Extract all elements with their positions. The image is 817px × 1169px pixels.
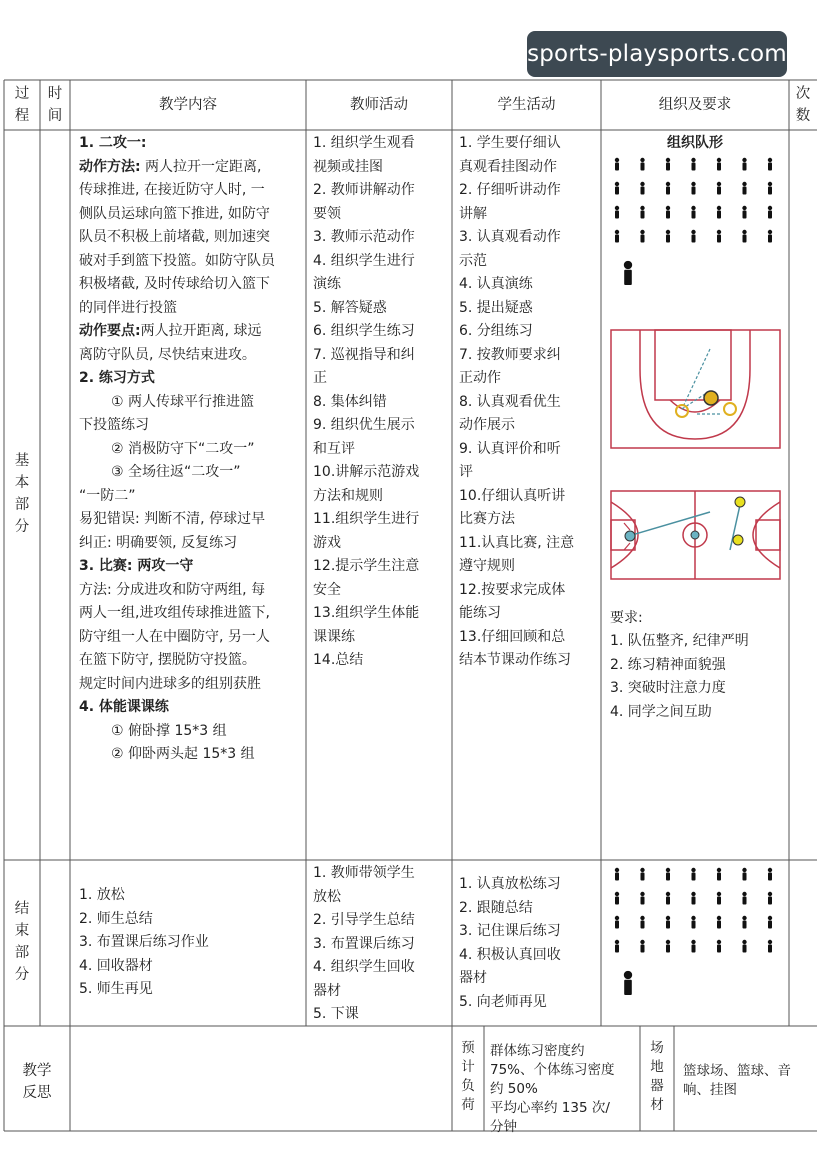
student-activity-line: 1. 学生要仔细认 [459,135,561,151]
header-student: 学生活动 [497,97,556,113]
ending-content-line: 5. 师生再见 [79,981,153,997]
content-line: ③ 全场往返“二攻一” [111,464,241,480]
reflection-label: 教学 反思 [22,1063,52,1101]
student-figure-icon [615,916,619,929]
student-figure-icon [717,916,721,929]
student-activity-line: 示范 [459,252,487,269]
student-figure-icon [666,158,670,171]
student-activity-line: 器材 [459,970,487,986]
teacher-activity-line: 视频或挂图 [313,158,383,175]
student-figure-icon [742,868,746,881]
teacher-activity-line: 课课练 [313,628,355,645]
student-activity-line: 2. 跟随总结 [459,899,533,916]
content-line: 队员不积极上前堵截, 则加速突 [79,229,270,245]
content-line: 防守组一人在中圈防守, 另一人 [79,628,270,645]
teacher-activity-line: 5. 解答疑惑 [313,299,387,316]
teacher-activity-line: 3. 布置课后练习 [313,935,415,952]
teacher-activity-line: 方法和规则 [313,487,383,504]
student-activity-line: 3. 记住课后练习 [459,923,561,939]
content-line: 在篮下防守, 摆脱防守投篮。 [79,652,256,668]
teacher-activity-line: 4. 组织学生进行 [313,252,415,269]
basic-student-activities [459,132,595,673]
student-activity-line: 5. 向老师再见 [459,993,547,1010]
content-line: ① 俯卧撑 15*3 组 [111,722,227,739]
ball-icon [704,391,718,405]
student-figure-icon [768,940,772,953]
student-figure-icon [640,206,644,219]
defender-marker [625,531,635,541]
student-activity-line: 动作展示 [459,417,515,433]
content-line: 积极堵截, 及时传球给切入篮下 [79,276,270,292]
student-figure-icon [717,182,721,195]
teacher-activity-line: 要领 [313,205,341,222]
load-text-line: 约 50% [490,1081,538,1097]
content-line: 方法: 分成进攻和防守两组, 每 [79,581,266,598]
student-figure-icon [768,868,772,881]
content-line: “一防二” [79,487,136,504]
student-figure-icon [615,940,619,953]
content-line: ② 仰卧两头起 15*3 组 [111,746,255,762]
section-heading: 2. 练习方式 [79,370,155,386]
requirement-item: 1. 队伍整齐, 纪律严明 [610,633,749,649]
teacher-activity-line: 4. 组织学生回收 [313,959,415,975]
student-figure-icon [615,230,619,243]
teacher-activity-line: 和互评 [313,440,355,457]
content-line: 传球推进, 在接近防守人时, 一 [79,182,265,198]
student-activity-line: 4. 认真演练 [459,276,533,292]
student-figure-icon [691,916,695,929]
right-three-point [753,502,780,568]
student-figure-icon [615,182,619,195]
student-figure-icon [640,940,644,953]
header-time: 时 间 [47,86,63,124]
student-activity-line: 3. 认真观看动作 [459,229,561,245]
basic-section-label: 基 本 部 分 [14,453,30,535]
student-activity-line: 4. 积极认真回收 [459,946,561,963]
student-figure-icon [768,916,772,929]
student-activity-line: 6. 分组练习 [459,323,533,339]
teacher-activity-line: 14.总结 [313,652,364,668]
student-activity-line: 11.认真比赛, 注意 [459,534,575,551]
teacher-activity-line: 5. 下课 [313,1006,359,1022]
student-figure-icon [640,916,644,929]
student-figure-icon [666,182,670,195]
right-key [756,520,780,550]
student-activity-line: 1. 认真放松练习 [459,876,561,892]
ending-content-line: 2. 师生总结 [79,910,153,927]
student-activity-line: 比赛方法 [459,511,515,527]
student-activity-line: 遵守规则 [459,558,515,574]
content-line: 侧队员运球向篮下推进, 如防守 [79,205,270,222]
ending-teacher-activities [313,862,447,1027]
student-figure-icon [666,892,670,905]
section-heading: 3. 比赛: 两攻一守 [79,558,194,574]
requirement-item: 3. 突破时注意力度 [610,680,726,696]
basic-content [79,132,303,767]
ending-formation-diagram [606,862,786,1000]
teacher-activity-line: 游戏 [313,534,341,551]
content-line: 规定时间内进球多的组别获胜 [79,675,261,692]
teacher-activity-line: 11.组织学生进行 [313,511,420,527]
student-figure-icon [742,158,746,171]
attacker-marker [724,403,736,415]
three-point-line [640,330,750,439]
teacher-activity-line: 放松 [313,888,341,905]
student-figure-icon [691,230,695,243]
attacker-marker [733,535,743,545]
student-figure-icon [615,158,619,171]
content-line: 离防守队员, 尽快结束进攻。 [79,346,256,363]
court-boundary [611,330,780,448]
attacker-marker [735,497,745,507]
student-figure-icon [666,230,670,243]
student-figure-icon [717,868,721,881]
venue-text-line: 篮球场、篮球、音 [683,1063,791,1079]
content-line: ② 消极防守下“二攻一” [111,440,255,457]
student-figure-icon [691,182,695,195]
student-activity-line: 13.仔细回顾和总 [459,628,566,645]
header-organization: 组织及要求 [658,97,732,113]
student-activity-line: 8. 认真观看优生 [459,393,561,410]
student-activity-line: 2. 仔细听讲动作 [459,182,561,198]
student-figure-icon [742,182,746,195]
load-text [490,1042,636,1137]
student-activity-line: 10.仔细认真听讲 [459,487,566,504]
watermark: sports-playsports.com [527,31,787,77]
teacher-activity-line: 8. 集体纠错 [313,393,387,410]
teacher-activity-line: 正 [313,370,327,386]
content-line: 易犯错误: 判断不清, 停球过早 [79,511,266,527]
student-figure-icon [691,940,695,953]
ending-student-activities [459,873,595,1014]
load-text-line: 平均心率约 135 次/ [490,1100,610,1116]
student-figure-icon [742,916,746,929]
student-figure-icon [717,158,721,171]
student-figure-icon [615,868,619,881]
formation-diagram [606,152,786,290]
basic-teacher-activities [313,132,447,673]
student-activity-line: 结本节课动作练习 [459,652,571,668]
content-line: 破对手到篮下投篮。如防守队员 [79,252,275,269]
student-figure-icon [742,230,746,243]
content-line: 动作要点:两人拉开距离, 球远 [79,323,262,339]
student-figure-icon [666,916,670,929]
student-figure-icon [717,940,721,953]
venue-text-line: 响、挂图 [683,1082,737,1098]
student-figure-icon [691,158,695,171]
student-activity-line: 评 [459,464,473,480]
student-figure-icon [691,206,695,219]
student-activity-line: 正动作 [459,370,501,386]
ending-content [79,884,303,1002]
student-activity-line: 12.按要求完成体 [459,581,566,598]
header-teacher: 教师活动 [350,97,408,113]
requirements-list [610,630,788,724]
key-area [655,330,731,400]
half-court-diagram [610,329,781,449]
teacher-activity-line: 2. 教师讲解动作 [313,182,415,198]
teacher-activity-line: 1. 教师带领学生 [313,865,415,881]
student-figure-icon [666,206,670,219]
teacher-figure-icon [624,971,632,995]
student-figure-icon [640,230,644,243]
header-process: 过 程 [14,86,30,124]
requirements-title: 要求: [610,610,643,626]
ending-content-line: 4. 回收器材 [79,957,153,974]
requirement-item: 4. 同学之间互助 [610,703,712,720]
section-heading: 4. 体能课课练 [79,699,169,715]
student-figure-icon [615,892,619,905]
content-line: 下投篮练习 [79,417,149,433]
student-figure-icon [742,892,746,905]
teacher-activity-line: 7. 巡视指导和纠 [313,346,415,363]
student-figure-icon [640,868,644,881]
teacher-activity-line: 10.讲解示范游戏 [313,464,420,480]
student-figure-icon [640,892,644,905]
venue-label: 场 地 器 材 [650,1040,664,1113]
student-activity-line: 讲解 [459,205,487,222]
content-line: 两人一组,进攻组传球推进篮下, [79,605,270,621]
teacher-activity-line: 6. 组织学生练习 [313,323,415,339]
load-text-line: 群体练习密度约 [490,1043,585,1059]
load-text-line: 分钟 [490,1119,517,1135]
student-figure-icon [717,230,721,243]
teacher-figure-icon [624,261,632,285]
student-figure-icon [742,940,746,953]
student-figure-icon [691,868,695,881]
teacher-activity-line: 12.提示学生注意 [313,558,420,574]
teacher-activity-line: 安全 [313,581,341,598]
formation-title: 组织队形 [667,135,723,151]
content-line: 动作方法: 两人拉开一定距离, [79,158,262,175]
content-line: ① 两人传球平行推进篮 [111,393,255,410]
student-figure-icon [742,206,746,219]
content-line: 纠正: 明确要领, 反复练习 [79,534,238,551]
student-activity-line: 真观看挂图动作 [459,158,557,175]
header-content: 教学内容 [159,97,217,113]
student-figure-icon [666,868,670,881]
student-activity-line: 9. 认真评价和听 [459,440,561,457]
teacher-activity-line: 1. 组织学生观看 [313,135,415,151]
teacher-activity-line: 9. 组织优生展示 [313,417,415,433]
section-heading: 1. 二攻一: [79,135,147,151]
requirement-item: 2. 练习精神面貌强 [610,656,726,673]
student-figure-icon [691,892,695,905]
ending-content-line: 3. 布置课后练习作业 [79,934,209,950]
student-figure-icon [640,158,644,171]
student-figure-icon [640,182,644,195]
full-court-diagram [610,490,781,580]
student-activity-line: 5. 提出疑惑 [459,299,533,316]
student-figure-icon [768,182,772,195]
student-figure-icon [666,940,670,953]
student-activity-line: 能练习 [459,605,501,621]
header-times: 次 数 [795,86,811,124]
student-figure-icon [768,892,772,905]
student-figure-icon [717,892,721,905]
student-figure-icon [768,206,772,219]
defender-marker [691,531,699,539]
student-activity-line: 7. 按教师要求纠 [459,346,561,363]
content-line: 的同伴进行投篮 [79,299,177,316]
student-figure-icon [717,206,721,219]
student-figure-icon [768,158,772,171]
student-figure-icon [615,206,619,219]
load-label: 预 计 负 荷 [461,1040,475,1113]
teacher-activity-line: 演练 [313,276,341,292]
teacher-activity-line: 2. 引导学生总结 [313,912,415,928]
teacher-activity-line: 器材 [313,982,341,999]
ending-section-label: 结 束 部 分 [14,901,30,983]
load-text-line: 75%、个体练习密度 [490,1062,615,1078]
teacher-activity-line: 3. 教师示范动作 [313,229,415,245]
ending-content-line: 1. 放松 [79,887,125,903]
student-figure-icon [768,230,772,243]
venue-text [683,1062,815,1100]
teacher-activity-line: 13.组织学生体能 [313,605,420,621]
